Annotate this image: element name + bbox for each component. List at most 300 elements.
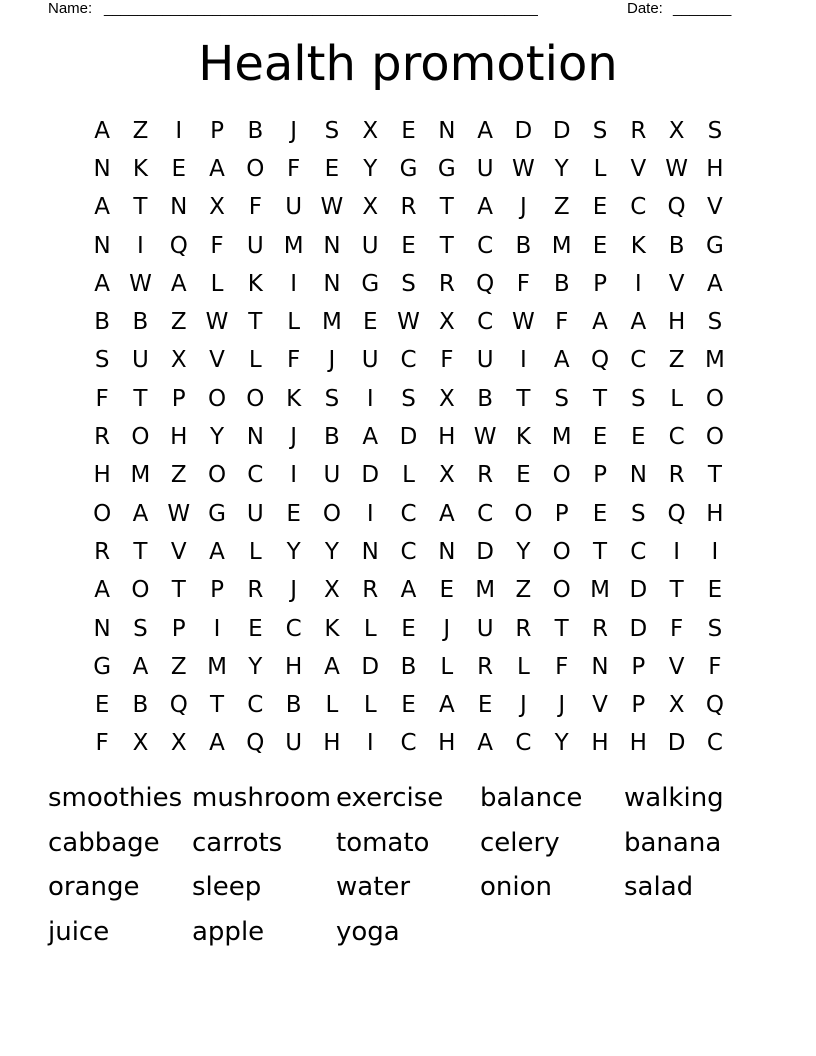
grid-cell: C	[668, 424, 685, 451]
grid-cell: J	[520, 692, 527, 719]
grid-cell: P	[593, 462, 607, 489]
grid-cell: Y	[363, 155, 378, 182]
grid-cell: V	[668, 270, 685, 297]
grid-cell: D	[667, 730, 686, 757]
grid-cell: A	[630, 309, 647, 336]
date-field-line: _______	[673, 0, 732, 17]
grid-cell: R	[400, 194, 417, 221]
grid-cell: N	[323, 270, 341, 297]
grid-cell: E	[592, 424, 608, 451]
grid-cell: V	[592, 692, 608, 719]
grid-cell: W	[473, 424, 497, 451]
word-list	[48, 776, 768, 955]
word-search-grid	[83, 112, 734, 763]
grid-cell: R	[247, 577, 264, 604]
grid-cell: F	[555, 309, 569, 336]
grid-cell: Z	[553, 194, 570, 221]
grid-cell: L	[670, 385, 684, 412]
grid-cell: T	[248, 309, 263, 336]
grid-cell: H	[438, 424, 456, 451]
grid-cell: I	[213, 615, 221, 642]
grid-cell: P	[171, 385, 186, 412]
grid-cell: O	[552, 462, 571, 489]
grid-cell: H	[629, 730, 647, 757]
grid-cell: J	[558, 692, 566, 719]
grid-cell: W	[397, 309, 420, 336]
grid-cell: N	[323, 232, 341, 259]
grid-cell: A	[94, 117, 111, 144]
word-list-item: exercise	[336, 783, 444, 813]
word-list-item: water	[336, 872, 411, 903]
grid-cell: P	[593, 270, 607, 297]
grid-cell: M	[551, 232, 572, 259]
grid-cell: E	[707, 577, 723, 604]
grid-cell: B	[400, 653, 417, 680]
grid-cell: O	[131, 577, 150, 604]
grid-cell: K	[324, 615, 340, 642]
grid-cell: G	[437, 155, 456, 182]
word-list-item: walking	[624, 783, 724, 813]
grid-cell: H	[284, 653, 303, 680]
grid-cell: O	[246, 155, 265, 182]
grid-cell: L	[517, 653, 530, 680]
grid-cell: S	[592, 117, 608, 144]
grid-cell: K	[286, 385, 302, 412]
grid-cell: U	[285, 730, 303, 757]
page-title: Health promotion	[198, 36, 618, 92]
grid-cell: M	[207, 653, 227, 680]
grid-cell: B	[515, 232, 532, 259]
grid-cell: H	[438, 730, 456, 757]
grid-cell: X	[438, 462, 455, 489]
grid-cell: Z	[132, 117, 149, 144]
grid-cell: C	[247, 462, 264, 489]
grid-cell: C	[477, 500, 494, 527]
grid-cell: X	[438, 385, 455, 412]
grid-cell: W	[320, 194, 344, 221]
grid-cell: Q	[667, 194, 686, 221]
grid-cell: A	[209, 730, 225, 757]
grid-cell: K	[515, 424, 531, 451]
grid-cell: Z	[515, 577, 532, 604]
grid-cell: C	[285, 615, 302, 642]
grid-cell: R	[438, 270, 455, 297]
grid-cell: T	[707, 462, 722, 489]
grid-cell: K	[630, 232, 646, 259]
grid-cell: C	[400, 538, 417, 565]
grid-cell: Q	[246, 730, 265, 757]
grid-cell: L	[210, 270, 224, 297]
grid-cell: S	[94, 347, 110, 374]
grid-cell: T	[133, 385, 148, 412]
grid-cell: O	[552, 538, 571, 565]
grid-cell: X	[438, 309, 455, 336]
grid-cell: P	[210, 117, 224, 144]
grid-cell: F	[708, 653, 722, 680]
grid-cell: L	[363, 692, 377, 719]
grid-cell: T	[516, 385, 531, 412]
grid-cell: Z	[668, 347, 685, 374]
grid-cell: A	[132, 500, 149, 527]
grid-cell: D	[361, 462, 380, 489]
grid-cell: W	[665, 155, 688, 182]
grid-cell: E	[324, 155, 340, 182]
grid-cell: D	[629, 577, 648, 604]
grid-cell: S	[631, 500, 646, 527]
grid-cell: I	[673, 538, 680, 565]
grid-cell: H	[706, 155, 724, 182]
word-list-item: sleep	[192, 872, 262, 903]
grid-cell: F	[210, 232, 224, 259]
grid-cell: A	[707, 270, 723, 297]
grid-cell: S	[707, 615, 723, 642]
grid-cell: S	[133, 615, 148, 642]
word-list-item: onion	[480, 872, 552, 903]
grid-cell: A	[553, 347, 570, 374]
grid-cell: H	[170, 424, 188, 451]
grid-cell: N	[591, 653, 609, 680]
grid-cell: C	[400, 347, 417, 374]
grid-cell: T	[439, 194, 454, 221]
grid-cell: M	[322, 309, 342, 336]
grid-cell: Z	[170, 462, 187, 489]
grid-cell: X	[362, 117, 379, 144]
grid-cell: E	[94, 692, 110, 719]
grid-cell: C	[400, 500, 417, 527]
grid-cell: O	[322, 500, 341, 527]
grid-cell: J	[443, 615, 451, 642]
grid-cell: C	[630, 347, 647, 374]
grid-cell: V	[630, 155, 647, 182]
grid-cell: B	[132, 692, 149, 719]
word-list-item: carrots	[192, 827, 283, 858]
grid-cell: X	[324, 577, 340, 604]
grid-cell: S	[401, 270, 416, 297]
grid-cell: N	[438, 117, 456, 144]
grid-cell: N	[629, 462, 647, 489]
grid-cell: N	[93, 155, 111, 182]
grid-cell: O	[131, 424, 150, 451]
grid-cell: X	[170, 730, 187, 757]
grid-cell: F	[440, 347, 454, 374]
grid-cell: D	[514, 117, 533, 144]
grid-cell: G	[705, 232, 724, 259]
word-list-item: juice	[48, 917, 110, 948]
grid-cell: Q	[169, 232, 188, 259]
grid-cell: H	[667, 309, 686, 336]
grid-cell: G	[361, 270, 380, 297]
grid-cell: T	[133, 194, 148, 221]
grid-cell: C	[706, 730, 723, 757]
grid-cell: U	[246, 232, 264, 259]
grid-cell: M	[551, 424, 572, 451]
grid-cell: L	[363, 615, 377, 642]
grid-cell: T	[210, 692, 225, 719]
grid-cell: U	[476, 155, 494, 182]
grid-cell: Q	[705, 692, 724, 719]
grid-cell: F	[287, 155, 301, 182]
grid-cell: W	[129, 270, 152, 297]
word-list-item: smoothies	[48, 783, 183, 813]
grid-cell: I	[366, 500, 374, 527]
grid-cell: C	[515, 730, 532, 757]
word-list-item: mushroom	[192, 783, 332, 813]
grid-cell: Y	[516, 538, 531, 565]
grid-cell: D	[361, 653, 380, 680]
name-field-line: ____________________________________________________	[104, 0, 538, 17]
grid-cell: I	[290, 462, 298, 489]
grid-cell: O	[705, 385, 724, 412]
grid-cell: A	[94, 194, 111, 221]
grid-cell: B	[247, 117, 264, 144]
grid-cell: I	[175, 117, 183, 144]
grid-cell: R	[477, 653, 494, 680]
grid-cell: U	[361, 232, 379, 259]
grid-cell: P	[171, 615, 186, 642]
grid-cell: T	[133, 538, 148, 565]
grid-cell: E	[401, 117, 416, 144]
grid-cell: E	[631, 424, 646, 451]
grid-cell: F	[669, 615, 684, 642]
grid-cell: L	[325, 692, 339, 719]
grid-cell: T	[439, 232, 454, 259]
grid-cell: H	[706, 500, 724, 527]
grid-cell: H	[93, 462, 111, 489]
grid-cell: X	[668, 692, 685, 719]
grid-cell: U	[361, 347, 379, 374]
grid-cell: F	[248, 194, 262, 221]
grid-cell: Y	[286, 538, 301, 565]
word-list-item: balance	[480, 783, 583, 813]
grid-cell: V	[707, 194, 723, 221]
grid-cell: A	[477, 730, 493, 757]
grid-cell: Q	[590, 347, 610, 374]
grid-cell: A	[438, 500, 455, 527]
grid-cell: Y	[554, 155, 569, 182]
grid-cell: A	[477, 194, 493, 221]
grid-cell: S	[631, 385, 646, 412]
grid-cell: C	[247, 692, 264, 719]
grid-cell: K	[247, 270, 263, 297]
grid-cell: F	[287, 347, 301, 374]
grid-cell: S	[324, 385, 340, 412]
grid-cell: G	[208, 500, 226, 527]
grid-cell: N	[438, 538, 456, 565]
grid-cell: U	[323, 462, 341, 489]
grid-cell: D	[629, 615, 648, 642]
grid-cell: T	[171, 577, 186, 604]
grid-cell: C	[477, 232, 494, 259]
grid-cell: V	[170, 538, 187, 565]
grid-cell: E	[248, 615, 263, 642]
grid-cell: B	[132, 309, 149, 336]
grid-cell: Y	[248, 653, 263, 680]
grid-cell: Y	[554, 730, 569, 757]
grid-cell: O	[705, 424, 724, 451]
grid-cell: F	[95, 730, 109, 757]
grid-cell: X	[132, 730, 149, 757]
grid-cell: O	[93, 500, 112, 527]
grid-cell: N	[93, 232, 111, 259]
grid-cell: A	[209, 538, 225, 565]
word-list-item: cabbage	[48, 827, 160, 858]
grid-cell: E	[401, 692, 416, 719]
grid-cell: B	[477, 385, 493, 412]
grid-cell: O	[552, 577, 571, 604]
grid-cell: E	[592, 232, 608, 259]
word-list-item: orange	[48, 872, 140, 903]
grid-cell: R	[94, 538, 111, 565]
grid-cell: E	[439, 577, 455, 604]
grid-cell: M	[130, 462, 151, 489]
grid-cell: A	[132, 653, 149, 680]
word-list-item: salad	[624, 872, 694, 903]
grid-cell: B	[668, 232, 685, 259]
grid-cell: C	[400, 730, 417, 757]
grid-cell: G	[93, 653, 112, 680]
grid-cell: Z	[170, 309, 187, 336]
grid-cell: R	[515, 615, 532, 642]
grid-cell: E	[592, 500, 608, 527]
grid-cell: A	[94, 577, 111, 604]
grid-cell: C	[477, 309, 494, 336]
grid-cell: I	[711, 538, 719, 565]
grid-cell: E	[171, 155, 187, 182]
grid-cell: E	[516, 462, 531, 489]
grid-cell: T	[592, 538, 608, 565]
grid-cell: H	[591, 730, 609, 757]
grid-cell: L	[248, 538, 262, 565]
word-list-item: celery	[480, 827, 560, 858]
grid-cell: R	[630, 117, 647, 144]
grid-cell: S	[707, 117, 723, 144]
grid-cell: A	[170, 270, 187, 297]
word-list-item: apple	[192, 917, 265, 948]
grid-cell: T	[669, 577, 684, 604]
grid-cell: X	[209, 194, 225, 221]
grid-cell: H	[323, 730, 341, 757]
grid-cell: J	[290, 577, 298, 604]
grid-cell: U	[132, 347, 149, 374]
word-list-item: banana	[624, 827, 722, 858]
grid-cell: R	[592, 615, 608, 642]
grid-cell: X	[668, 117, 685, 144]
name-label: Name:	[48, 0, 93, 17]
grid-cell: E	[592, 194, 608, 221]
grid-cell: N	[93, 615, 111, 642]
grid-cell: V	[209, 347, 225, 374]
grid-cell: B	[285, 692, 302, 719]
grid-cell: Y	[324, 538, 339, 565]
grid-cell: M	[475, 577, 496, 604]
grid-cell: N	[361, 538, 379, 565]
grid-cell: D	[552, 117, 571, 144]
grid-cell: F	[95, 385, 109, 412]
grid-cell: U	[476, 615, 494, 642]
grid-cell: W	[205, 309, 229, 336]
grid-cell: P	[631, 653, 646, 680]
grid-cell: A	[438, 692, 455, 719]
grid-cell: P	[631, 692, 646, 719]
grid-cell: E	[286, 500, 301, 527]
grid-cell: N	[246, 424, 264, 451]
grid-cell: U	[285, 194, 303, 221]
grid-cell: X	[170, 347, 187, 374]
grid-cell: E	[401, 232, 416, 259]
grid-cell: J	[328, 347, 336, 374]
grid-cell: D	[399, 424, 418, 451]
grid-cell: L	[593, 155, 607, 182]
grid-cell: J	[290, 117, 298, 144]
grid-cell: T	[592, 385, 608, 412]
grid-cell: R	[668, 462, 685, 489]
grid-cell: O	[246, 385, 265, 412]
grid-cell: M	[283, 232, 304, 259]
grid-cell: U	[476, 347, 494, 374]
grid-cell: E	[477, 692, 493, 719]
grid-cell: O	[207, 385, 227, 412]
grid-cell: C	[630, 538, 647, 565]
grid-cell: I	[290, 270, 298, 297]
grid-cell: A	[477, 117, 493, 144]
grid-cell: F	[555, 653, 569, 680]
grid-cell: W	[512, 309, 535, 336]
grid-cell: A	[400, 577, 417, 604]
grid-cell: W	[167, 500, 191, 527]
grid-cell: I	[366, 385, 374, 412]
grid-cell: L	[248, 347, 262, 374]
grid-cell: I	[366, 730, 374, 757]
grid-cell: N	[170, 194, 188, 221]
grid-cell: Y	[210, 424, 225, 451]
grid-cell: E	[401, 615, 416, 642]
grid-cell: S	[707, 309, 723, 336]
grid-cell: V	[668, 653, 685, 680]
grid-cell: J	[290, 424, 298, 451]
date-label: Date:	[627, 0, 663, 17]
grid-cell: P	[210, 577, 224, 604]
grid-cell: B	[324, 424, 340, 451]
grid-cell: C	[630, 194, 647, 221]
grid-cell: I	[520, 347, 527, 374]
grid-cell: M	[590, 577, 610, 604]
grid-cell: O	[514, 500, 533, 527]
grid-cell: P	[554, 500, 569, 527]
grid-cell: A	[209, 155, 225, 182]
grid-cell: I	[137, 232, 144, 259]
grid-cell: Q	[169, 692, 188, 719]
grid-cell: Q	[476, 270, 495, 297]
grid-cell: T	[554, 615, 569, 642]
grid-cell: W	[512, 155, 535, 182]
grid-cell: K	[132, 155, 148, 182]
grid-cell: R	[477, 462, 494, 489]
grid-cell: S	[401, 385, 416, 412]
grid-cell: L	[402, 462, 415, 489]
grid-cell: M	[704, 347, 725, 374]
grid-cell: B	[94, 309, 111, 336]
grid-cell: A	[362, 424, 379, 451]
word-list-item: yoga	[336, 917, 400, 948]
grid-cell: D	[476, 538, 494, 565]
grid-cell: A	[94, 270, 111, 297]
grid-cell: L	[440, 653, 454, 680]
grid-cell: A	[324, 653, 340, 680]
grid-cell: S	[554, 385, 570, 412]
grid-cell: R	[94, 424, 111, 451]
grid-cell: X	[362, 194, 379, 221]
header-line	[48, 0, 748, 20]
